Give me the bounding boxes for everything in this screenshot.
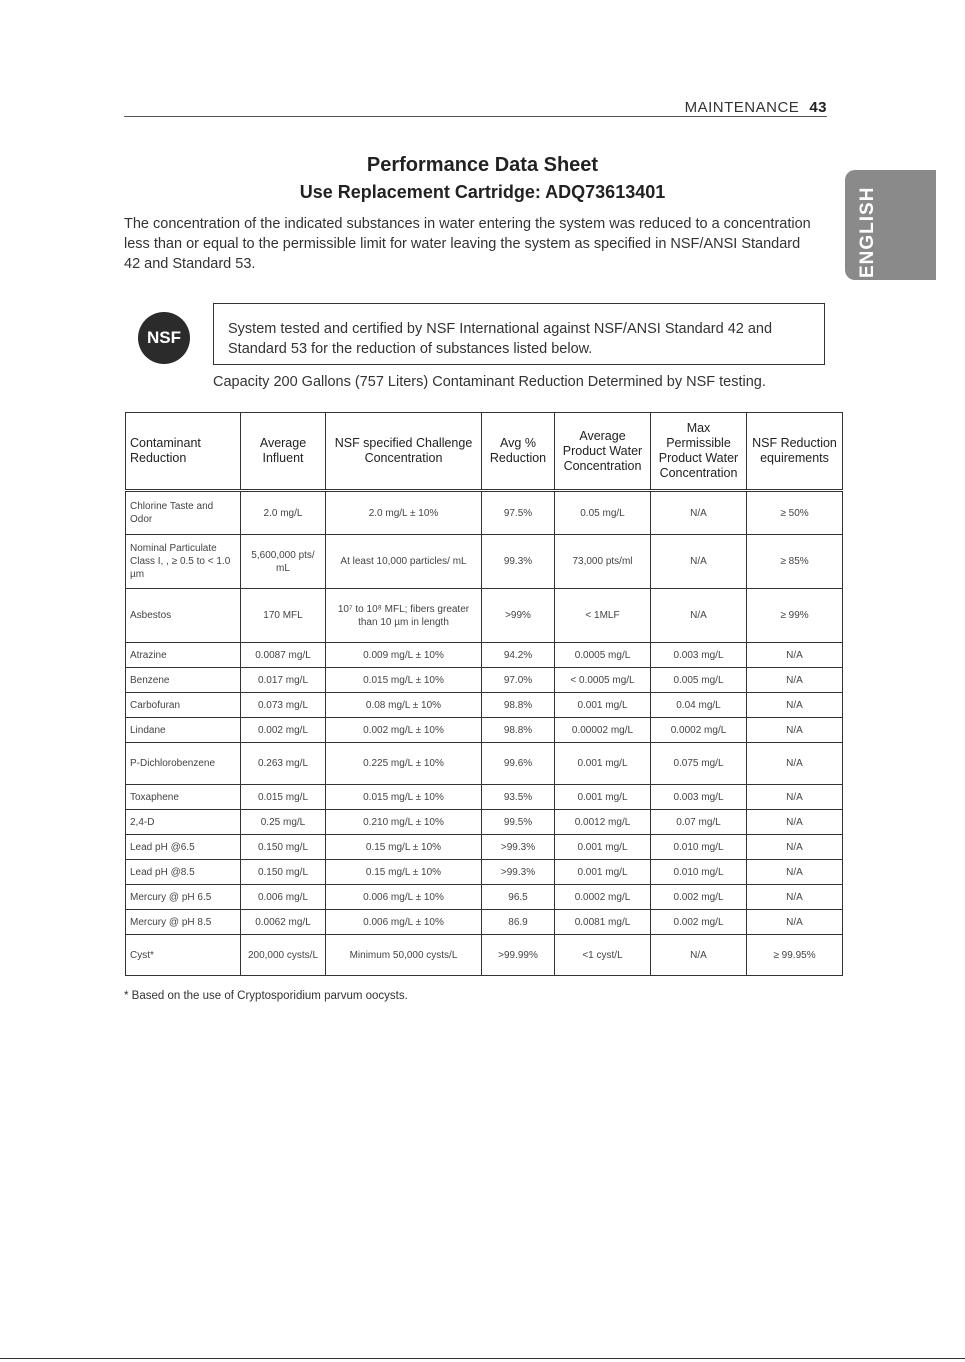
column-header: Max Permissible Product Water Concentration — [651, 413, 747, 491]
table-cell: 0.002 mg/L — [651, 910, 747, 935]
column-header: NSF specified Challenge Concentration — [326, 413, 482, 491]
table-row — [126, 643, 843, 668]
table-cell: 5,600,000 pts/ mL — [241, 535, 326, 589]
table-cell: 0.002 mg/L ± 10% — [326, 718, 482, 743]
table-cell: 0.001 mg/L — [555, 693, 651, 718]
table-cell: 0.003 mg/L — [651, 785, 747, 810]
table-cell: Carbofuran — [126, 693, 241, 718]
table-cell: 86.9 — [482, 910, 555, 935]
table-cell: N/A — [747, 835, 843, 860]
table-cell: 0.0087 mg/L — [241, 643, 326, 668]
table-cell: 0.001 mg/L — [555, 860, 651, 885]
table-cell: Atrazine — [126, 643, 241, 668]
capacity-note: Capacity 200 Gallons (757 Liters) Contaminant Reduction Determined by NSF testing. — [213, 374, 766, 390]
table-cell: 0.073 mg/L — [241, 693, 326, 718]
table-cell: N/A — [747, 810, 843, 835]
table-cell: N/A — [651, 589, 747, 643]
table-cell: Lindane — [126, 718, 241, 743]
column-header: NSF Reduction equirements — [747, 413, 843, 491]
table-cell: 0.001 mg/L — [555, 835, 651, 860]
table-cell: 0.15 mg/L ± 10% — [326, 860, 482, 885]
table-cell: 0.225 mg/L ± 10% — [326, 743, 482, 785]
table-cell: >99% — [482, 589, 555, 643]
table-cell: Asbestos — [126, 589, 241, 643]
table-cell: N/A — [651, 535, 747, 589]
table-cell: Chlorine Taste and Odor — [126, 491, 241, 535]
table-cell: 0.015 mg/L ± 10% — [326, 785, 482, 810]
footnote: * Based on the use of Cryptosporidium parvum oocysts. — [124, 990, 408, 1002]
table-cell: Benzene — [126, 668, 241, 693]
table-cell: 0.006 mg/L ± 10% — [326, 910, 482, 935]
table-cell: N/A — [747, 643, 843, 668]
table-row — [126, 589, 843, 643]
header-divider — [124, 116, 827, 117]
table-cell: N/A — [747, 718, 843, 743]
intro-paragraph: The concentration of the indicated substances in water entering the system was reduced to a concentration less than or equal to the permissible limit for water leaving the system as specified in NSF/ANSI Standard 42 and Standard 53. — [124, 216, 811, 272]
table-cell: ≥ 99% — [747, 589, 843, 643]
section-name: MAINTENANCE — [684, 99, 800, 116]
table-cell: 0.25 mg/L — [241, 810, 326, 835]
table-cell: N/A — [747, 860, 843, 885]
page-title: Performance Data Sheet — [366, 154, 599, 176]
table-row — [126, 935, 843, 976]
table-cell: 0.150 mg/L — [241, 835, 326, 860]
table-cell: N/A — [651, 935, 747, 976]
table-cell: 99.3% — [482, 535, 555, 589]
table-cell: 0.150 mg/L — [241, 860, 326, 885]
table-cell: 0.0081 mg/L — [555, 910, 651, 935]
language-tab-label: ENGLISH — [857, 186, 878, 278]
table-row — [126, 693, 843, 718]
table-cell: 170 MFL — [241, 589, 326, 643]
page-header — [685, 99, 827, 116]
table-cell: Minimum 50,000 cysts/L — [326, 935, 482, 976]
table-row — [126, 810, 843, 835]
table-cell: 0.009 mg/L ± 10% — [326, 643, 482, 668]
table-cell: 96.5 — [482, 885, 555, 910]
table-cell: >99.3% — [482, 860, 555, 885]
table-cell: 0.001 mg/L — [555, 785, 651, 810]
table-cell: < 1MLF — [555, 589, 651, 643]
table-cell: N/A — [651, 491, 747, 535]
table-cell: 0.075 mg/L — [651, 743, 747, 785]
table-cell: 200,000 cysts/L — [241, 935, 326, 976]
table-cell: P-Dichlorobenzene — [126, 743, 241, 785]
nsf-logo — [138, 312, 190, 364]
table-cell: 0.263 mg/L — [241, 743, 326, 785]
table-cell: 0.05 mg/L — [555, 491, 651, 535]
table-cell: Toxaphene — [126, 785, 241, 810]
table-cell: 0.015 mg/L — [241, 785, 326, 810]
certification-text: System tested and certified by NSF International against NSF/ANSI Standard 42 and Standard 53 for the reduction of substances listed below. — [228, 321, 773, 357]
table-cell: 97.5% — [482, 491, 555, 535]
table-cell: 99.5% — [482, 810, 555, 835]
table-cell: < 0.0005 mg/L — [555, 668, 651, 693]
table-cell: 10⁷ to 10⁸ MFL; fibers greater than 10 µm in length — [326, 589, 482, 643]
table-cell: 0.00002 mg/L — [555, 718, 651, 743]
page-subtitle: Use Replacement Cartridge: ADQ73613401 — [299, 182, 666, 202]
table-cell: >99.3% — [482, 835, 555, 860]
table-cell: Mercury @ pH 6.5 — [126, 885, 241, 910]
table-row — [126, 910, 843, 935]
table-cell: 0.005 mg/L — [651, 668, 747, 693]
table-cell: 73,000 pts/ml — [555, 535, 651, 589]
table-cell: >99.99% — [482, 935, 555, 976]
table-cell: 99.6% — [482, 743, 555, 785]
table-cell: Lead pH @8.5 — [126, 860, 241, 885]
table-cell: 0.017 mg/L — [241, 668, 326, 693]
table-cell: 0.0062 mg/L — [241, 910, 326, 935]
column-header: Contaminant Reduction — [126, 413, 241, 491]
certification-box — [213, 303, 825, 365]
table-cell: ≥ 99.95% — [747, 935, 843, 976]
table-row — [126, 785, 843, 810]
table-cell: 2.0 mg/L ± 10% — [326, 491, 482, 535]
table-cell: Nominal Particulate Class I, , ≥ 0.5 to < 1.0 µm — [126, 535, 241, 589]
table-row — [126, 835, 843, 860]
table-row — [126, 885, 843, 910]
table-cell: Lead pH @6.5 — [126, 835, 241, 860]
table-cell: 0.006 mg/L ± 10% — [326, 885, 482, 910]
table-cell: 0.015 mg/L ± 10% — [326, 668, 482, 693]
table-row — [126, 718, 843, 743]
table-cell: 0.0005 mg/L — [555, 643, 651, 668]
table-cell: 0.003 mg/L — [651, 643, 747, 668]
table-cell: N/A — [747, 693, 843, 718]
table-cell: ≥ 85% — [747, 535, 843, 589]
table-cell: 0.15 mg/L ± 10% — [326, 835, 482, 860]
table-cell: N/A — [747, 743, 843, 785]
table-cell: N/A — [747, 668, 843, 693]
table-cell: 0.001 mg/L — [555, 743, 651, 785]
table-header-row — [126, 413, 843, 491]
column-header: Average Product Water Concentration — [555, 413, 651, 491]
table-cell: 0.210 mg/L ± 10% — [326, 810, 482, 835]
table-cell: 98.8% — [482, 718, 555, 743]
table-cell: 0.006 mg/L — [241, 885, 326, 910]
table-cell: 0.0002 mg/L — [555, 885, 651, 910]
table-cell: N/A — [747, 885, 843, 910]
table-cell: 2,4-D — [126, 810, 241, 835]
table-cell: 97.0% — [482, 668, 555, 693]
table-cell: 0.04 mg/L — [651, 693, 747, 718]
table-cell: ≥ 50% — [747, 491, 843, 535]
table-cell: <1 cyst/L — [555, 935, 651, 976]
table-cell: N/A — [747, 910, 843, 935]
table-cell: N/A — [747, 785, 843, 810]
table-cell: 0.08 mg/L ± 10% — [326, 693, 482, 718]
column-header: Avg % Reduction — [482, 413, 555, 491]
performance-data-table — [125, 412, 843, 976]
column-header: Average Influent — [241, 413, 326, 491]
page-number: 43 — [809, 99, 827, 116]
table-row — [126, 860, 843, 885]
table-cell: Cyst* — [126, 935, 241, 976]
table-cell: 0.002 mg/L — [241, 718, 326, 743]
table-cell: 0.010 mg/L — [651, 835, 747, 860]
table-cell: 0.07 mg/L — [651, 810, 747, 835]
table-body — [126, 491, 843, 976]
table-row — [126, 491, 843, 535]
nsf-logo-text: NSF — [147, 328, 181, 347]
table-cell: Mercury @ pH 8.5 — [126, 910, 241, 935]
table-cell: 0.002 mg/L — [651, 885, 747, 910]
table-row — [126, 535, 843, 589]
table-cell: 94.2% — [482, 643, 555, 668]
table-row — [126, 743, 843, 785]
table-cell: 93.5% — [482, 785, 555, 810]
table-cell: At least 10,000 particles/ mL — [326, 535, 482, 589]
table-cell: 98.8% — [482, 693, 555, 718]
bottom-divider — [0, 1358, 965, 1359]
table-cell: 0.010 mg/L — [651, 860, 747, 885]
table-cell: 2.0 mg/L — [241, 491, 326, 535]
table-row — [126, 668, 843, 693]
table-cell: 0.0012 mg/L — [555, 810, 651, 835]
table-cell: 0.0002 mg/L — [651, 718, 747, 743]
